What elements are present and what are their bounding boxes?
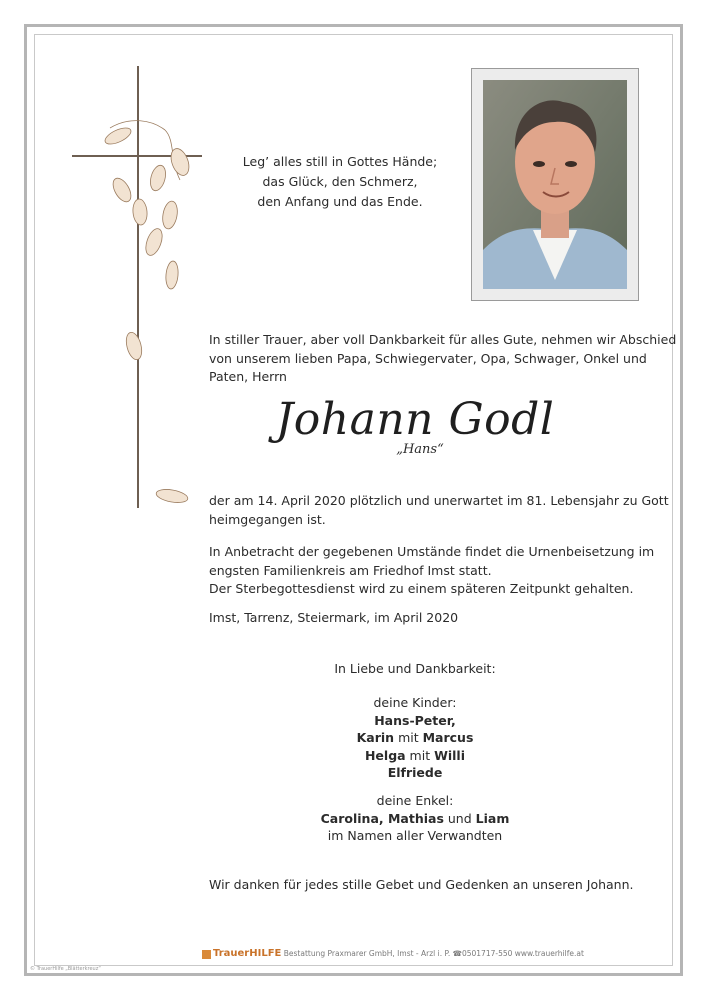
footer-logo: TrauerHILFE [213,948,282,959]
footer-text: Bestattung Praxmarer GmbH, Imst - Arzl i. P. ☎0501717-550 www.trauerhilfe.at [283,949,584,958]
design-code: © TrauerHilfe „Blätterkreuz“ [30,966,101,972]
intro-line: von unserem lieben Papa, Schwiegervater, Opa, Schwager, Onkel und [209,350,647,366]
grandchild-name: Liam [475,810,510,826]
funeral-line: engsten Familienkreis am Friedhof Imst statt. [209,562,492,578]
place-date-text: Imst, Tarrenz, Steiermark, im April 2020 [209,610,459,625]
child-name: Marcus [422,730,474,745]
funeral-paragraph [209,543,655,599]
connector-word: und [443,810,476,826]
thanks-text: Wir danken für jedes stille Gebet und Gedenken an unseren Johann. [209,877,634,892]
child-name: Helga [364,747,406,763]
closing-line [230,660,600,678]
place-date [209,609,625,628]
child-name: Elfriede [387,765,443,780]
death-line: der am 14. April 2020 plötzlich und unerwartet im 81. Lebensjahr zu Gott [209,493,669,508]
verse-line: das Glück, den Schmerz, [262,174,418,189]
thanks-paragraph [209,876,634,895]
verse-line: Leg’ alles still in Gottes Hände; [242,154,438,169]
death-line: heimgegangen ist. [209,511,326,527]
closing-text: In Liebe und Dankbarkeit: [334,661,496,676]
footer [202,948,584,959]
portrait-photo [483,80,627,289]
verse-line: den Anfang und das Ende. [257,194,423,209]
child-name: Hans-Peter, [374,712,456,728]
portrait-frame [471,68,639,301]
funeral-line: In Anbetracht der gegebenen Umstände findet die Urnenbeisetzung im [209,544,655,559]
grandchildren-label: deine Enkel: [376,793,454,808]
intro-paragraph [209,331,677,387]
verse-quote [235,152,445,212]
relatives-line: im Namen aller Verwandten [327,828,503,843]
leaf-branch-decoration [70,110,220,510]
death-paragraph [209,492,669,529]
child-name: Willi [434,747,466,763]
intro-line: In stiller Trauer, aber voll Dankbarkeit für alles Gute, nehmen wir Abschied [209,332,677,347]
intro-line: Paten, Herrn [209,369,287,384]
grandchildren-list [230,792,600,845]
deceased-nickname: „Hans“ [396,442,444,457]
deceased-name: Johann Godl [275,394,555,445]
child-name: Karin [356,730,395,745]
connector-word: mit [405,747,435,763]
trauerhilfe-logo-icon [202,950,211,959]
children-list [230,694,600,782]
funeral-line: Der Sterbegottesdienst wird zu einem späteren Zeitpunkt gehalten. [209,581,634,596]
connector-word: mit [394,730,423,745]
children-label: deine Kinder: [373,695,457,710]
grandchild-names: Carolina, Mathias [320,810,444,826]
